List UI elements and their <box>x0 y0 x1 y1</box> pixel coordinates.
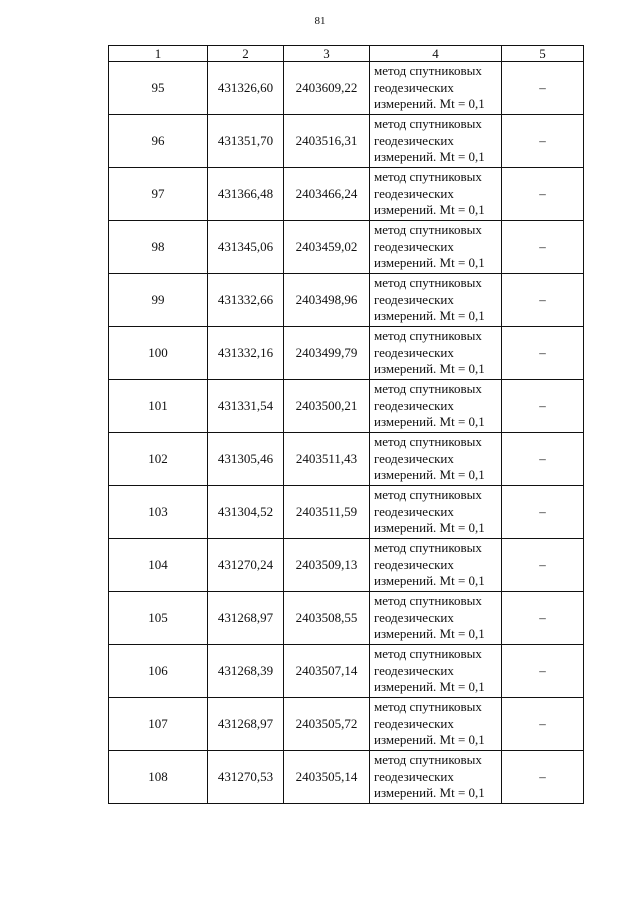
point-number-cell: 97 <box>109 168 208 221</box>
x-coordinate-cell: 431305,46 <box>208 433 284 486</box>
method-line: метод спутниковых <box>374 540 482 556</box>
method-line: измерений. Mt = 0,1 <box>374 785 485 801</box>
method-line: измерений. Mt = 0,1 <box>374 467 485 483</box>
method-line: геодезических <box>374 291 454 307</box>
table-row <box>109 274 584 327</box>
x-coordinate-cell: 431331,54 <box>208 380 284 433</box>
table-row <box>109 592 584 645</box>
method-line: метод спутниковых <box>374 487 482 503</box>
table-row <box>109 380 584 433</box>
method-line: метод спутниковых <box>374 169 482 185</box>
point-number-cell: 101 <box>109 380 208 433</box>
column-header: 4 <box>370 46 502 62</box>
point-number-cell: 107 <box>109 698 208 751</box>
x-coordinate-cell: 431332,16 <box>208 327 284 380</box>
method-line: геодезических <box>374 185 454 201</box>
method-line: геодезических <box>374 556 454 572</box>
note-cell: – <box>502 751 584 804</box>
note-cell: – <box>502 115 584 168</box>
method-line: геодезических <box>374 662 454 678</box>
method-line: метод спутниковых <box>374 275 482 291</box>
y-coordinate-cell: 2403511,43 <box>284 433 370 486</box>
x-coordinate-cell: 431332,66 <box>208 274 284 327</box>
method-line: метод спутниковых <box>374 593 482 609</box>
method-line: метод спутниковых <box>374 116 482 132</box>
method-line: измерений. Mt = 0,1 <box>374 96 485 112</box>
header-row <box>109 46 584 62</box>
method-line: метод спутниковых <box>374 63 482 79</box>
method-line: геодезических <box>374 397 454 413</box>
method-line: геодезических <box>374 238 454 254</box>
method-cell <box>370 327 502 380</box>
x-coordinate-cell: 431268,97 <box>208 698 284 751</box>
method-cell <box>370 380 502 433</box>
point-number-cell: 105 <box>109 592 208 645</box>
x-coordinate-cell: 431345,06 <box>208 221 284 274</box>
note-cell: – <box>502 380 584 433</box>
method-line: геодезических <box>374 768 454 784</box>
point-number-cell: 102 <box>109 433 208 486</box>
table-row <box>109 62 584 115</box>
table-row <box>109 221 584 274</box>
point-number-cell: 100 <box>109 327 208 380</box>
table-row <box>109 115 584 168</box>
table-row <box>109 751 584 804</box>
x-coordinate-cell: 431268,39 <box>208 645 284 698</box>
y-coordinate-cell: 2403505,14 <box>284 751 370 804</box>
y-coordinate-cell: 2403511,59 <box>284 486 370 539</box>
point-number-cell: 103 <box>109 486 208 539</box>
method-cell <box>370 486 502 539</box>
method-line: метод спутниковых <box>374 434 482 450</box>
note-cell: – <box>502 592 584 645</box>
note-cell: – <box>502 433 584 486</box>
y-coordinate-cell: 2403516,31 <box>284 115 370 168</box>
x-coordinate-cell: 431351,70 <box>208 115 284 168</box>
method-line: измерений. Mt = 0,1 <box>374 732 485 748</box>
table-row <box>109 486 584 539</box>
y-coordinate-cell: 2403508,55 <box>284 592 370 645</box>
column-header: 3 <box>284 46 370 62</box>
page-number: 81 <box>314 15 326 27</box>
y-coordinate-cell: 2403509,13 <box>284 539 370 592</box>
x-coordinate-cell: 431304,52 <box>208 486 284 539</box>
note-cell: – <box>502 698 584 751</box>
method-line: измерений. Mt = 0,1 <box>374 202 485 218</box>
method-line: измерений. Mt = 0,1 <box>374 149 485 165</box>
column-header: 1 <box>109 46 208 62</box>
method-cell <box>370 698 502 751</box>
column-header: 2 <box>208 46 284 62</box>
column-header: 5 <box>502 46 584 62</box>
table-row <box>109 327 584 380</box>
note-cell: – <box>502 274 584 327</box>
method-line: геодезических <box>374 132 454 148</box>
method-line: измерений. Mt = 0,1 <box>374 626 485 642</box>
note-cell: – <box>502 486 584 539</box>
method-line: измерений. Mt = 0,1 <box>374 520 485 536</box>
note-cell: – <box>502 645 584 698</box>
point-number-cell: 95 <box>109 62 208 115</box>
point-number-cell: 99 <box>109 274 208 327</box>
table-row <box>109 168 584 221</box>
y-coordinate-cell: 2403466,24 <box>284 168 370 221</box>
table-row <box>109 698 584 751</box>
y-coordinate-cell: 2403499,79 <box>284 327 370 380</box>
method-line: метод спутниковых <box>374 381 482 397</box>
x-coordinate-cell: 431270,24 <box>208 539 284 592</box>
note-cell: – <box>502 221 584 274</box>
method-cell <box>370 274 502 327</box>
method-line: измерений. Mt = 0,1 <box>374 573 485 589</box>
y-coordinate-cell: 2403505,72 <box>284 698 370 751</box>
x-coordinate-cell: 431326,60 <box>208 62 284 115</box>
point-number-cell: 108 <box>109 751 208 804</box>
method-cell <box>370 433 502 486</box>
method-line: геодезических <box>374 715 454 731</box>
y-coordinate-cell: 2403507,14 <box>284 645 370 698</box>
method-line: измерений. Mt = 0,1 <box>374 308 485 324</box>
table-body <box>109 62 584 804</box>
method-line: измерений. Mt = 0,1 <box>374 255 485 271</box>
x-coordinate-cell: 431366,48 <box>208 168 284 221</box>
note-cell: – <box>502 168 584 221</box>
y-coordinate-cell: 2403498,96 <box>284 274 370 327</box>
method-cell <box>370 751 502 804</box>
method-line: измерений. Mt = 0,1 <box>374 361 485 377</box>
method-line: метод спутниковых <box>374 646 482 662</box>
method-line: метод спутниковых <box>374 222 482 238</box>
method-line: геодезических <box>374 450 454 466</box>
method-cell <box>370 539 502 592</box>
method-cell <box>370 115 502 168</box>
point-number-cell: 106 <box>109 645 208 698</box>
method-line: геодезических <box>374 503 454 519</box>
method-line: геодезических <box>374 344 454 360</box>
method-line: метод спутниковых <box>374 328 482 344</box>
table-row <box>109 645 584 698</box>
table-row <box>109 539 584 592</box>
x-coordinate-cell: 431270,53 <box>208 751 284 804</box>
method-line: измерений. Mt = 0,1 <box>374 679 485 695</box>
method-cell <box>370 645 502 698</box>
note-cell: – <box>502 539 584 592</box>
method-line: геодезических <box>374 79 454 95</box>
y-coordinate-cell: 2403609,22 <box>284 62 370 115</box>
method-cell <box>370 592 502 645</box>
method-line: геодезических <box>374 609 454 625</box>
method-line: метод спутниковых <box>374 699 482 715</box>
point-number-cell: 96 <box>109 115 208 168</box>
method-cell <box>370 62 502 115</box>
y-coordinate-cell: 2403500,21 <box>284 380 370 433</box>
point-number-cell: 98 <box>109 221 208 274</box>
coordinates-table <box>108 45 584 804</box>
method-cell <box>370 168 502 221</box>
method-line: метод спутниковых <box>374 752 482 768</box>
table-header <box>109 46 584 62</box>
method-cell <box>370 221 502 274</box>
x-coordinate-cell: 431268,97 <box>208 592 284 645</box>
table-row <box>109 433 584 486</box>
note-cell: – <box>502 62 584 115</box>
point-number-cell: 104 <box>109 539 208 592</box>
y-coordinate-cell: 2403459,02 <box>284 221 370 274</box>
note-cell: – <box>502 327 584 380</box>
method-line: измерений. Mt = 0,1 <box>374 414 485 430</box>
